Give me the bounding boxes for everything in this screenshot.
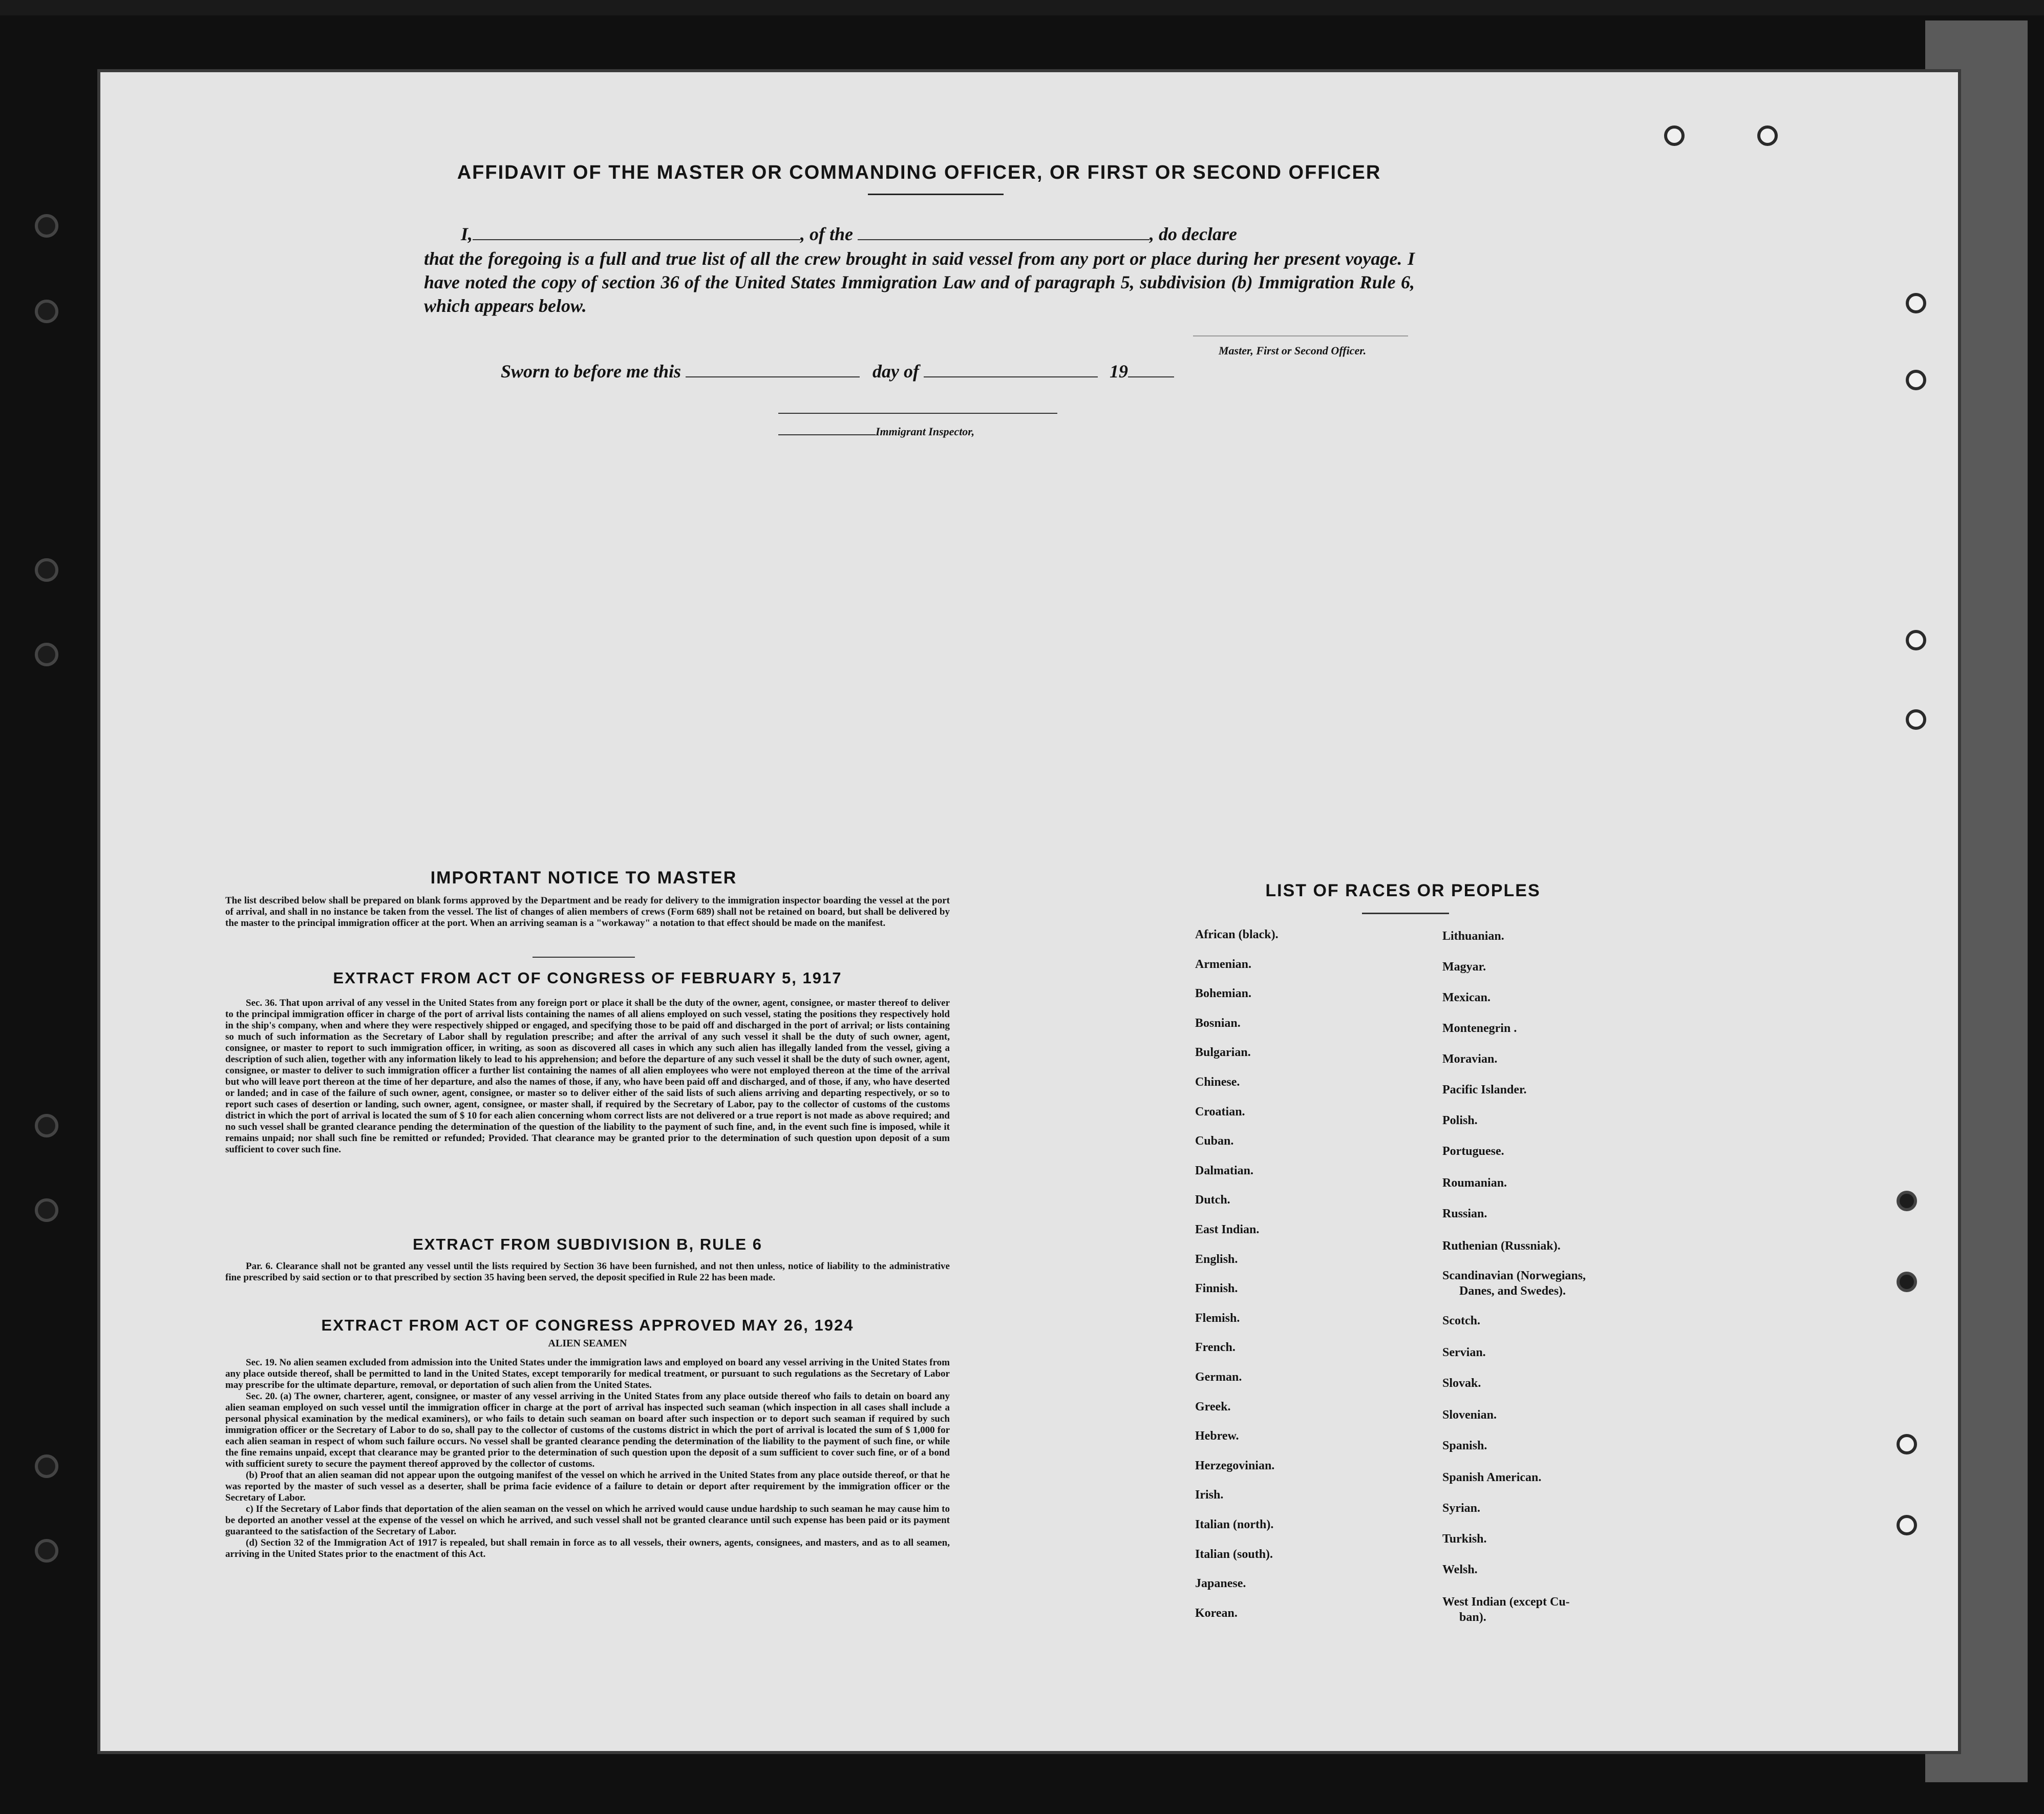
race-item: Syrian. <box>1442 1502 1481 1515</box>
sworn-date-field[interactable] <box>686 361 860 377</box>
race-item: East Indian. <box>1195 1223 1260 1236</box>
inspector-caption-row <box>778 425 974 438</box>
punch-hole <box>1897 1191 1917 1211</box>
race-item: Spanish American. <box>1442 1471 1542 1484</box>
race-item: German. <box>1195 1370 1242 1384</box>
race-item: English. <box>1195 1252 1238 1266</box>
race-item: Bohemian. <box>1195 987 1252 1001</box>
race-item: Scotch. <box>1442 1314 1480 1327</box>
race-item: Greek. <box>1195 1400 1231 1414</box>
sec-20a-text: Sec. 20. (a) The owner, charterer, agent, consignee, or master of any vessel arriving in the United States from any place outside thereof who fails to detain on board any alien seaman employed on such vessel until the immigration officer in charge at the port of arrival has inspected such seaman (which inspection in all cases shall include a personal physical examination by the medical examiners), or who fails to detain such seaman on board after such inspection or to deport such seaman if required by such immigration officer or the Secretary of Labor to do so, shall pay to the collector of customs of the customs district in which the port of arrival is located the sum of $ 1,000 for each alien seaman in respect of whom such failure occurs. No vessel shall be granted clearance pending the determination of the liability to the payment of such fine, or while the fine remains unpaid, except that clearance may be granted prior to the determination of such question upon the deposit of a sum sufficient to cover such fine, or of a bond with sufficient surety to secure the payment thereof approved by the collector of customs. <box>225 1391 950 1469</box>
race-item: Slovenian. <box>1442 1408 1497 1422</box>
binder-hole <box>35 1198 58 1222</box>
sworn-month-field[interactable] <box>924 361 1098 377</box>
inspector-line <box>778 428 876 435</box>
race-item: Roumanian. <box>1442 1176 1507 1190</box>
signature-caption: Master, First or Second Officer. <box>1219 344 1367 357</box>
race-item: Russian. <box>1442 1207 1487 1220</box>
notice-text: The list described below shall be prepared on blank forms approved by the Department and be ready for delivery to the immigration inspector boarding the vessel at the port of arrival, and shall in no instance be taken from the vessel. The list of changes of alien members of crews (Form 689) shall not be retained on board, but shall be delivered by the master to the principal immigration officer at the port. When an arriving seaman is a "workaway" a notation to that effect should be made on the manifest. <box>225 895 950 929</box>
day-of-label: day of <box>872 361 920 382</box>
race-item: Mexican. <box>1442 991 1491 1004</box>
binder-hole <box>35 1114 58 1137</box>
act-1924-body <box>225 1357 950 1560</box>
race-item: French. <box>1195 1341 1236 1355</box>
race-item: Korean. <box>1195 1606 1238 1620</box>
race-item: Croatian. <box>1195 1105 1245 1119</box>
race-item: Irish. <box>1195 1488 1224 1502</box>
race-item: Polish. <box>1442 1114 1478 1127</box>
sec-20c-text: c) If the Secretary of Labor finds that deportation of the alien seaman on the vessel on which he arrived would cause undue hardship to such seaman he may cause him to be deported an another vessel at the expense of the vessel on which he arrived, and such vessel shall not be granted clearance until such expense has been paid or its payment guaranteed to the satisfaction of the Secretary of Labor. <box>225 1504 950 1537</box>
race-item: West Indian (except Cu- <box>1442 1595 1570 1609</box>
declarant-name-field[interactable] <box>473 224 800 240</box>
notice-title: IMPORTANT NOTICE TO MASTER <box>430 868 737 888</box>
act-1917-title: EXTRACT FROM ACT OF CONGRESS OF FEBRUARY 5, 1917 <box>333 969 842 987</box>
race-item: Welsh. <box>1442 1563 1478 1576</box>
punch-hole <box>1906 370 1926 390</box>
punch-hole <box>1897 1515 1917 1535</box>
race-item: Armenian. <box>1195 957 1251 971</box>
race-item: Flemish. <box>1195 1311 1240 1325</box>
race-item: Lithuanian. <box>1442 930 1504 943</box>
race-item: Finnish. <box>1195 1282 1238 1296</box>
race-item: Magyar. <box>1442 960 1486 974</box>
race-item: Japanese. <box>1195 1577 1246 1591</box>
sec-20d-text: (d) Section 32 of the Immigration Act of 1917 is repealed, but shall remain in force as to all vessels, their owners, agents, consignees, and masters, and as to all seamen, arriving in the United States prior to the enactment of this Act. <box>225 1537 950 1559</box>
race-item: ban). <box>1459 1611 1486 1624</box>
title-rule <box>868 194 1004 195</box>
race-item: Moravian. <box>1442 1052 1498 1066</box>
races-title: LIST OF RACES OR PEOPLES <box>1265 881 1541 900</box>
race-item: Dutch. <box>1195 1193 1230 1207</box>
sworn-label: Sworn to before me this <box>501 361 682 382</box>
sworn-line <box>501 361 1174 382</box>
binder-hole <box>35 1454 58 1478</box>
declarant-label: I, <box>461 224 473 244</box>
sworn-year-field[interactable] <box>1128 361 1174 377</box>
affidavit-body: that the foregoing is a full and true list of all the crew brought in said vessel from any port or place during her present voyage. I have noted the copy of section 36 of the United States Immigration Law and of paragraph 5, subdivision (b) Immigration Rule 6, which appears below. <box>424 248 1415 316</box>
punch-hole <box>1906 709 1926 730</box>
race-item: Danes, and Swedes). <box>1459 1284 1566 1298</box>
races-title-rule <box>1362 913 1449 914</box>
sec-19-text: Sec. 19. No alien seamen excluded from admission into the United States under the immigration laws and employed on board any vessel arriving in the United States from any place outside thereof, shall be permitted to land in the United States, except temporarily for medical treatment, or pursuant to such regulations as the Secretary of Labor may prescribe for the ultimate departure, removal, or deportation of such alien from the United States. <box>225 1357 950 1390</box>
race-item: Bosnian. <box>1195 1016 1241 1030</box>
race-item: Pacific Islander. <box>1442 1083 1527 1096</box>
race-item: Ruthenian (Russniak). <box>1442 1239 1561 1253</box>
scan-edge-top <box>0 0 2044 15</box>
race-item: Spanish. <box>1442 1439 1487 1452</box>
sec-20b-text: (b) Proof that an alien seaman did not appear upon the outgoing manifest of the vessel on which he arrived in the United States from any place outside thereof, or that he was reported by the master of such vessel as a deserter, shall be prima facie evidence of a failure to detain or deport after requirement by the immigration officer or the Secretary of Labor. <box>225 1470 950 1503</box>
vessel-name-field[interactable] <box>858 224 1149 240</box>
race-item: Bulgarian. <box>1195 1046 1251 1060</box>
race-item: Portuguese. <box>1442 1145 1504 1158</box>
affidavit-title: AFFIDAVIT OF THE MASTER OR COMMANDING OFFICER, OR FIRST OR SECOND OFFICER <box>457 162 1381 183</box>
do-declare-label: , do declare <box>1149 224 1237 244</box>
race-item: Servian. <box>1442 1346 1486 1359</box>
race-item: Italian (north). <box>1195 1518 1274 1531</box>
punch-hole <box>1897 1434 1917 1454</box>
binder-hole <box>35 300 58 323</box>
binder-hole <box>35 1539 58 1563</box>
year-label: 19 <box>1110 361 1129 382</box>
rule-6-text: Par. 6. Clearance shall not be granted any vessel until the lists required by Section 36 have been furnished, and not then unless, notice of liability to the administrative fine prescribed by said section or to that prescribed by section 35 having been served, the deposit specified in Rule 22 has been made. <box>225 1261 950 1283</box>
race-item: Italian (south). <box>1195 1547 1273 1561</box>
rule-6-title: EXTRACT FROM SUBDIVISION B, RULE 6 <box>413 1235 762 1253</box>
punch-hole <box>1906 293 1926 313</box>
race-item: Turkish. <box>1442 1532 1487 1546</box>
binder-hole <box>35 558 58 582</box>
race-item: Scandinavian (Norwegians, <box>1442 1269 1586 1282</box>
punch-hole <box>1897 1272 1917 1292</box>
of-the-label: , of the <box>800 224 854 244</box>
binder-hole <box>35 214 58 238</box>
punch-hole <box>1757 125 1778 146</box>
race-item: Herzegovinian. <box>1195 1459 1275 1472</box>
race-item: Cuban. <box>1195 1134 1234 1148</box>
race-item: Chinese. <box>1195 1075 1240 1089</box>
inspector-signature-line[interactable] <box>778 413 1057 414</box>
divider <box>533 957 635 958</box>
act-1924-subtitle: ALIEN SEAMEN <box>548 1338 627 1349</box>
race-item: Dalmatian. <box>1195 1164 1253 1177</box>
act-1924-title: EXTRACT FROM ACT OF CONGRESS APPROVED MAY 26, 1924 <box>321 1316 854 1334</box>
inspector-caption: Immigrant Inspector, <box>876 425 975 438</box>
affidavit-line-1 <box>461 223 1237 245</box>
race-item: Montenegrin . <box>1442 1022 1517 1035</box>
race-item: African (black). <box>1195 928 1279 941</box>
punch-hole <box>1664 125 1685 146</box>
binder-hole <box>35 643 58 666</box>
race-item: Slovak. <box>1442 1377 1481 1390</box>
race-item: Hebrew. <box>1195 1429 1239 1443</box>
signature-line[interactable] <box>1193 335 1408 336</box>
punch-hole <box>1906 630 1926 650</box>
act-1917-text: Sec. 36. That upon arrival of any vessel in the United States from any foreign port or place it shall be the duty of the owner, agent, consignee, or master thereof to deliver to the principal immigration officer in charge of the port of arrival lists containing the names of all aliens employed on such vessel, stating the positions they respectively hold in the ship's company, when and where they were respectively shipped or engaged, and specifying those to be paid off and discharged in the port of arrival; or lists containing so much of such information as the Secretary of Labor shall by regulation prescribe; and after the arrival of any such vessel it shall be the duty of such owner, agent, consignee, or master to report to such immigration officer, in writing, as soon as discovered all cases in which any such alien has illegally landed from the vessel, giving a description of such alien, together with any information likely to lead to his apprehension; and before the departure of any such vessel it shall be the duty of such owner, agent, consignee, or master to deliver to such immigration officer a further list containing the names of all alien employees who were not employed thereon at the time of the arrival but who will leave port thereon at the time of her departure, and also the names of those, if any, who have been paid off and discharged, and of those, if any, who have deserted or landed; and in case of the failure of such owner, agent, consignee, or master so to deliver either of the said lists of such aliens arriving and departing respectively, or so to report such cases of desertion or landing, such owner, agent, consignee, or master shall, if required by the Secretary of Labor, pay to the collector of customs of the customs district in which the port of arrival is located the sum of $ 10 for each alien concerning whom correct lists are not delivered or a true report is not made as above required; and no such vessel shall be granted clearance pending the determination of the question of the liability to the payment of such fine, and, in the event such fine is imposed, while it remains unpaid; nor shall such fine be remitted or refunded; Provided. That clearance may be granted prior to the determination of such question upon deposit of a sum sufficient to cover such fine. <box>225 998 950 1155</box>
